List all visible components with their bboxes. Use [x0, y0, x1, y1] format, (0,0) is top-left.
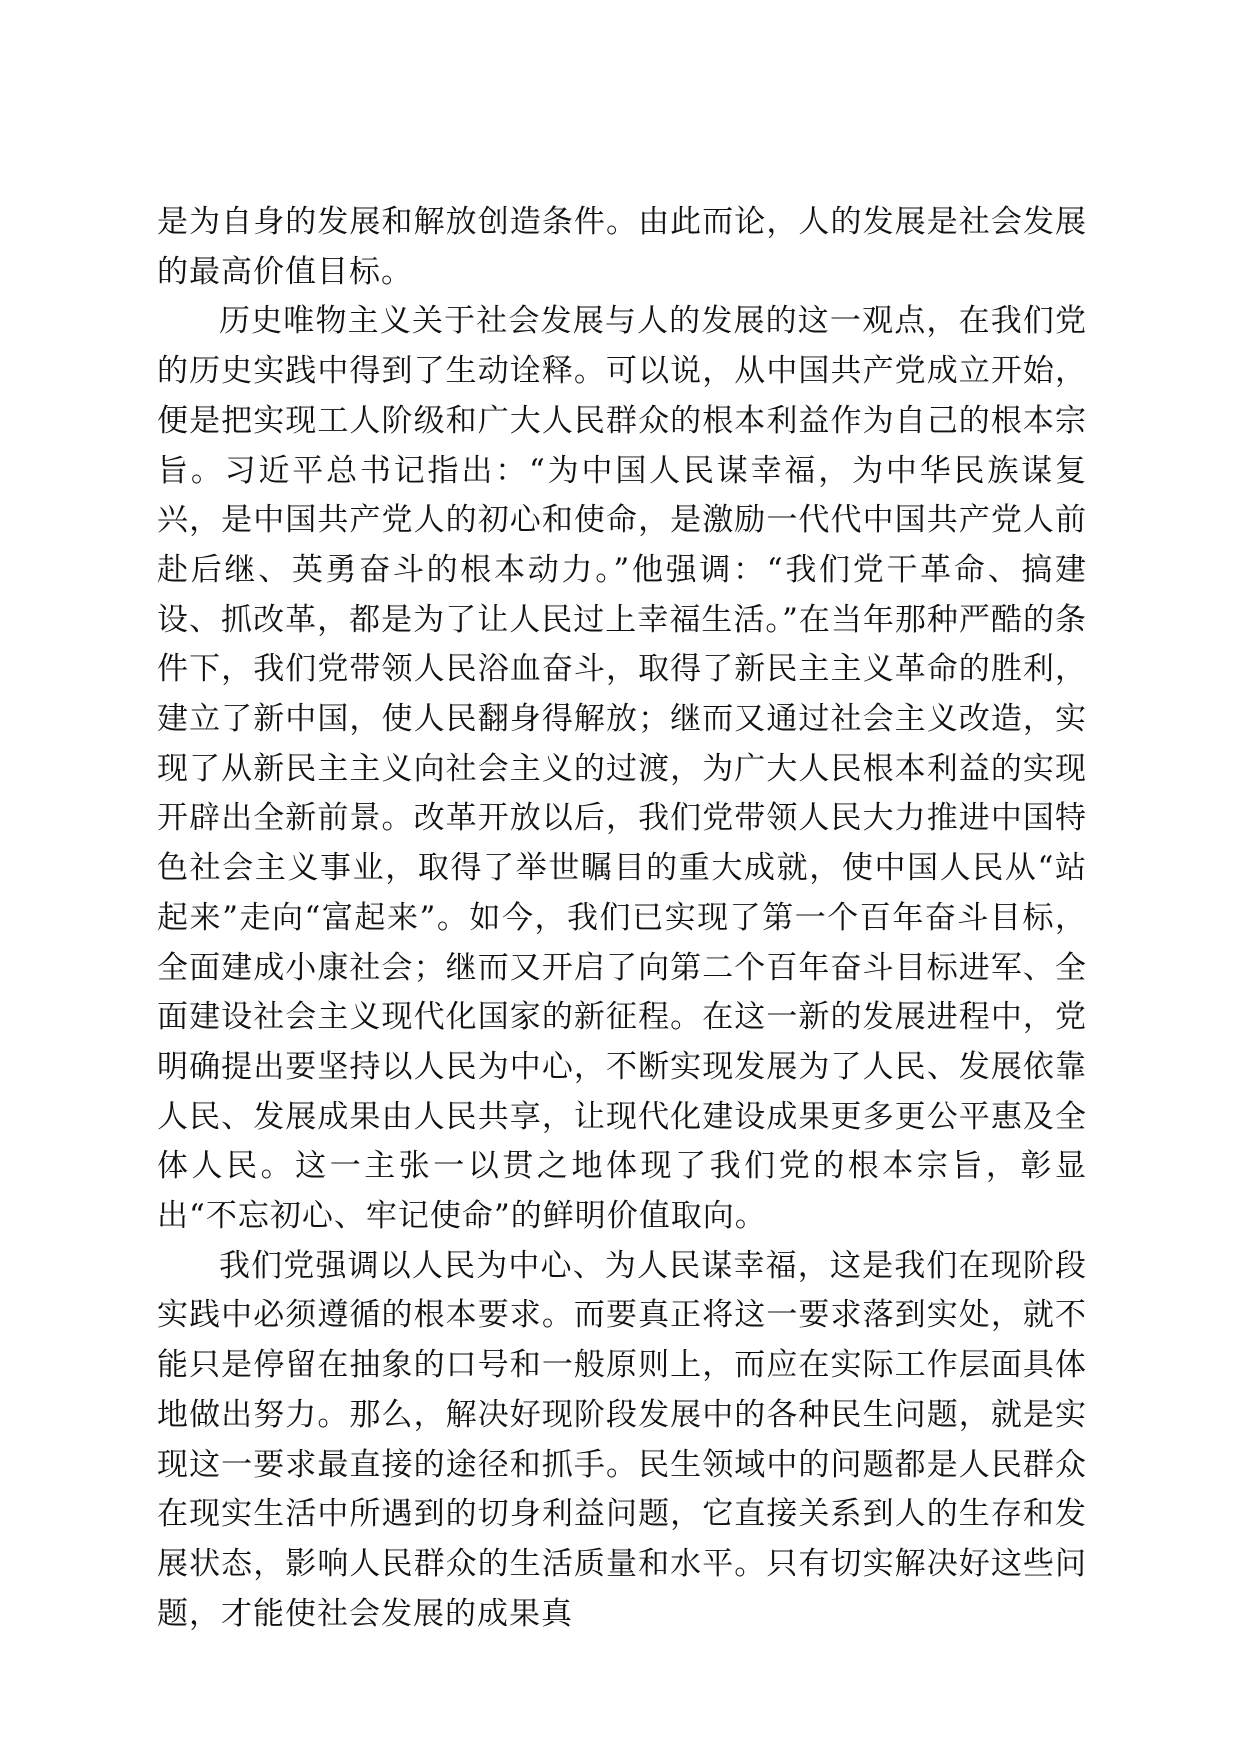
document-page: [157, 198, 1087, 1698]
paragraph-people-centered: 我们党强调以人民为中心、为人民谋幸福，这是我们在现阶段实践中必须遵循的根本要求。而要真正将这一要求落到实处，就不能只是停留在抽象的口号和一般原则上，而应在实际工作层面具体地做出努力。那么，解决好现阶段发展中的各种民生问题，就是实现这一要求最直接的途径和抓手。民生领域中的问题都是人民群众在现实生活中所遇到的切身利益问题，它直接关系到人的生存和发展状态，影响人民群众的生活质量和水平。只有切实解决好这些问题，才能使社会发展的成果真: [157, 1247, 1087, 1632]
paragraph-historical-materialism: 历史唯物主义关于社会发展与人的发展的这一观点，在我们党的历史实践中得到了生动诠释。可以说，从中国共产党成立开始，便是把实现工人阶级和广大人民群众的根本利益作为自己的根本宗旨。习近平总书记指出：“为中国人民谋幸福，为中华民族谋复兴，是中国共产党人的初心和使命，是激励一代代中国共产党人前赴后继、英勇奋斗的根本动力。”他强调：“我们党干革命、搞建设、抓改革，都是为了让人民过上幸福生活。”在当年那种严酷的条件下，我们党带领人民浴血奋斗，取得了新民主主义革命的胜利，建立了新中国，使人民翻身得解放；继而又通过社会主义改造，实现了从新民主主义向社会主义的过渡，为广大人民根本利益的实现开辟出全新前景。改革开放以后，我们党带领人民大力推进中国特色社会主义事业，取得了举世瞩目的重大成就，使中国人民从“站起来”走向“富起来”。如今，我们已实现了第一个百年奋斗目标，全面建成小康社会；继而又开启了向第二个百年奋斗目标进军、全面建设社会主义现代化国家的新征程。在这一新的发展进程中，党明确提出要坚持以人民为中心，不断实现发展为了人民、发展依靠人民、发展成果由人民共享，让现代化建设成果更多更公平惠及全体人民。这一主张一以贯之地体现了我们党的根本宗旨，彰显出“不忘初心、牢记使命”的鲜明价值取向。: [157, 303, 1087, 1235]
paragraph-continuation: 是为自身的发展和解放创造条件。由此而论，人的发展是社会发展的最高价值目标。: [157, 204, 1087, 290]
